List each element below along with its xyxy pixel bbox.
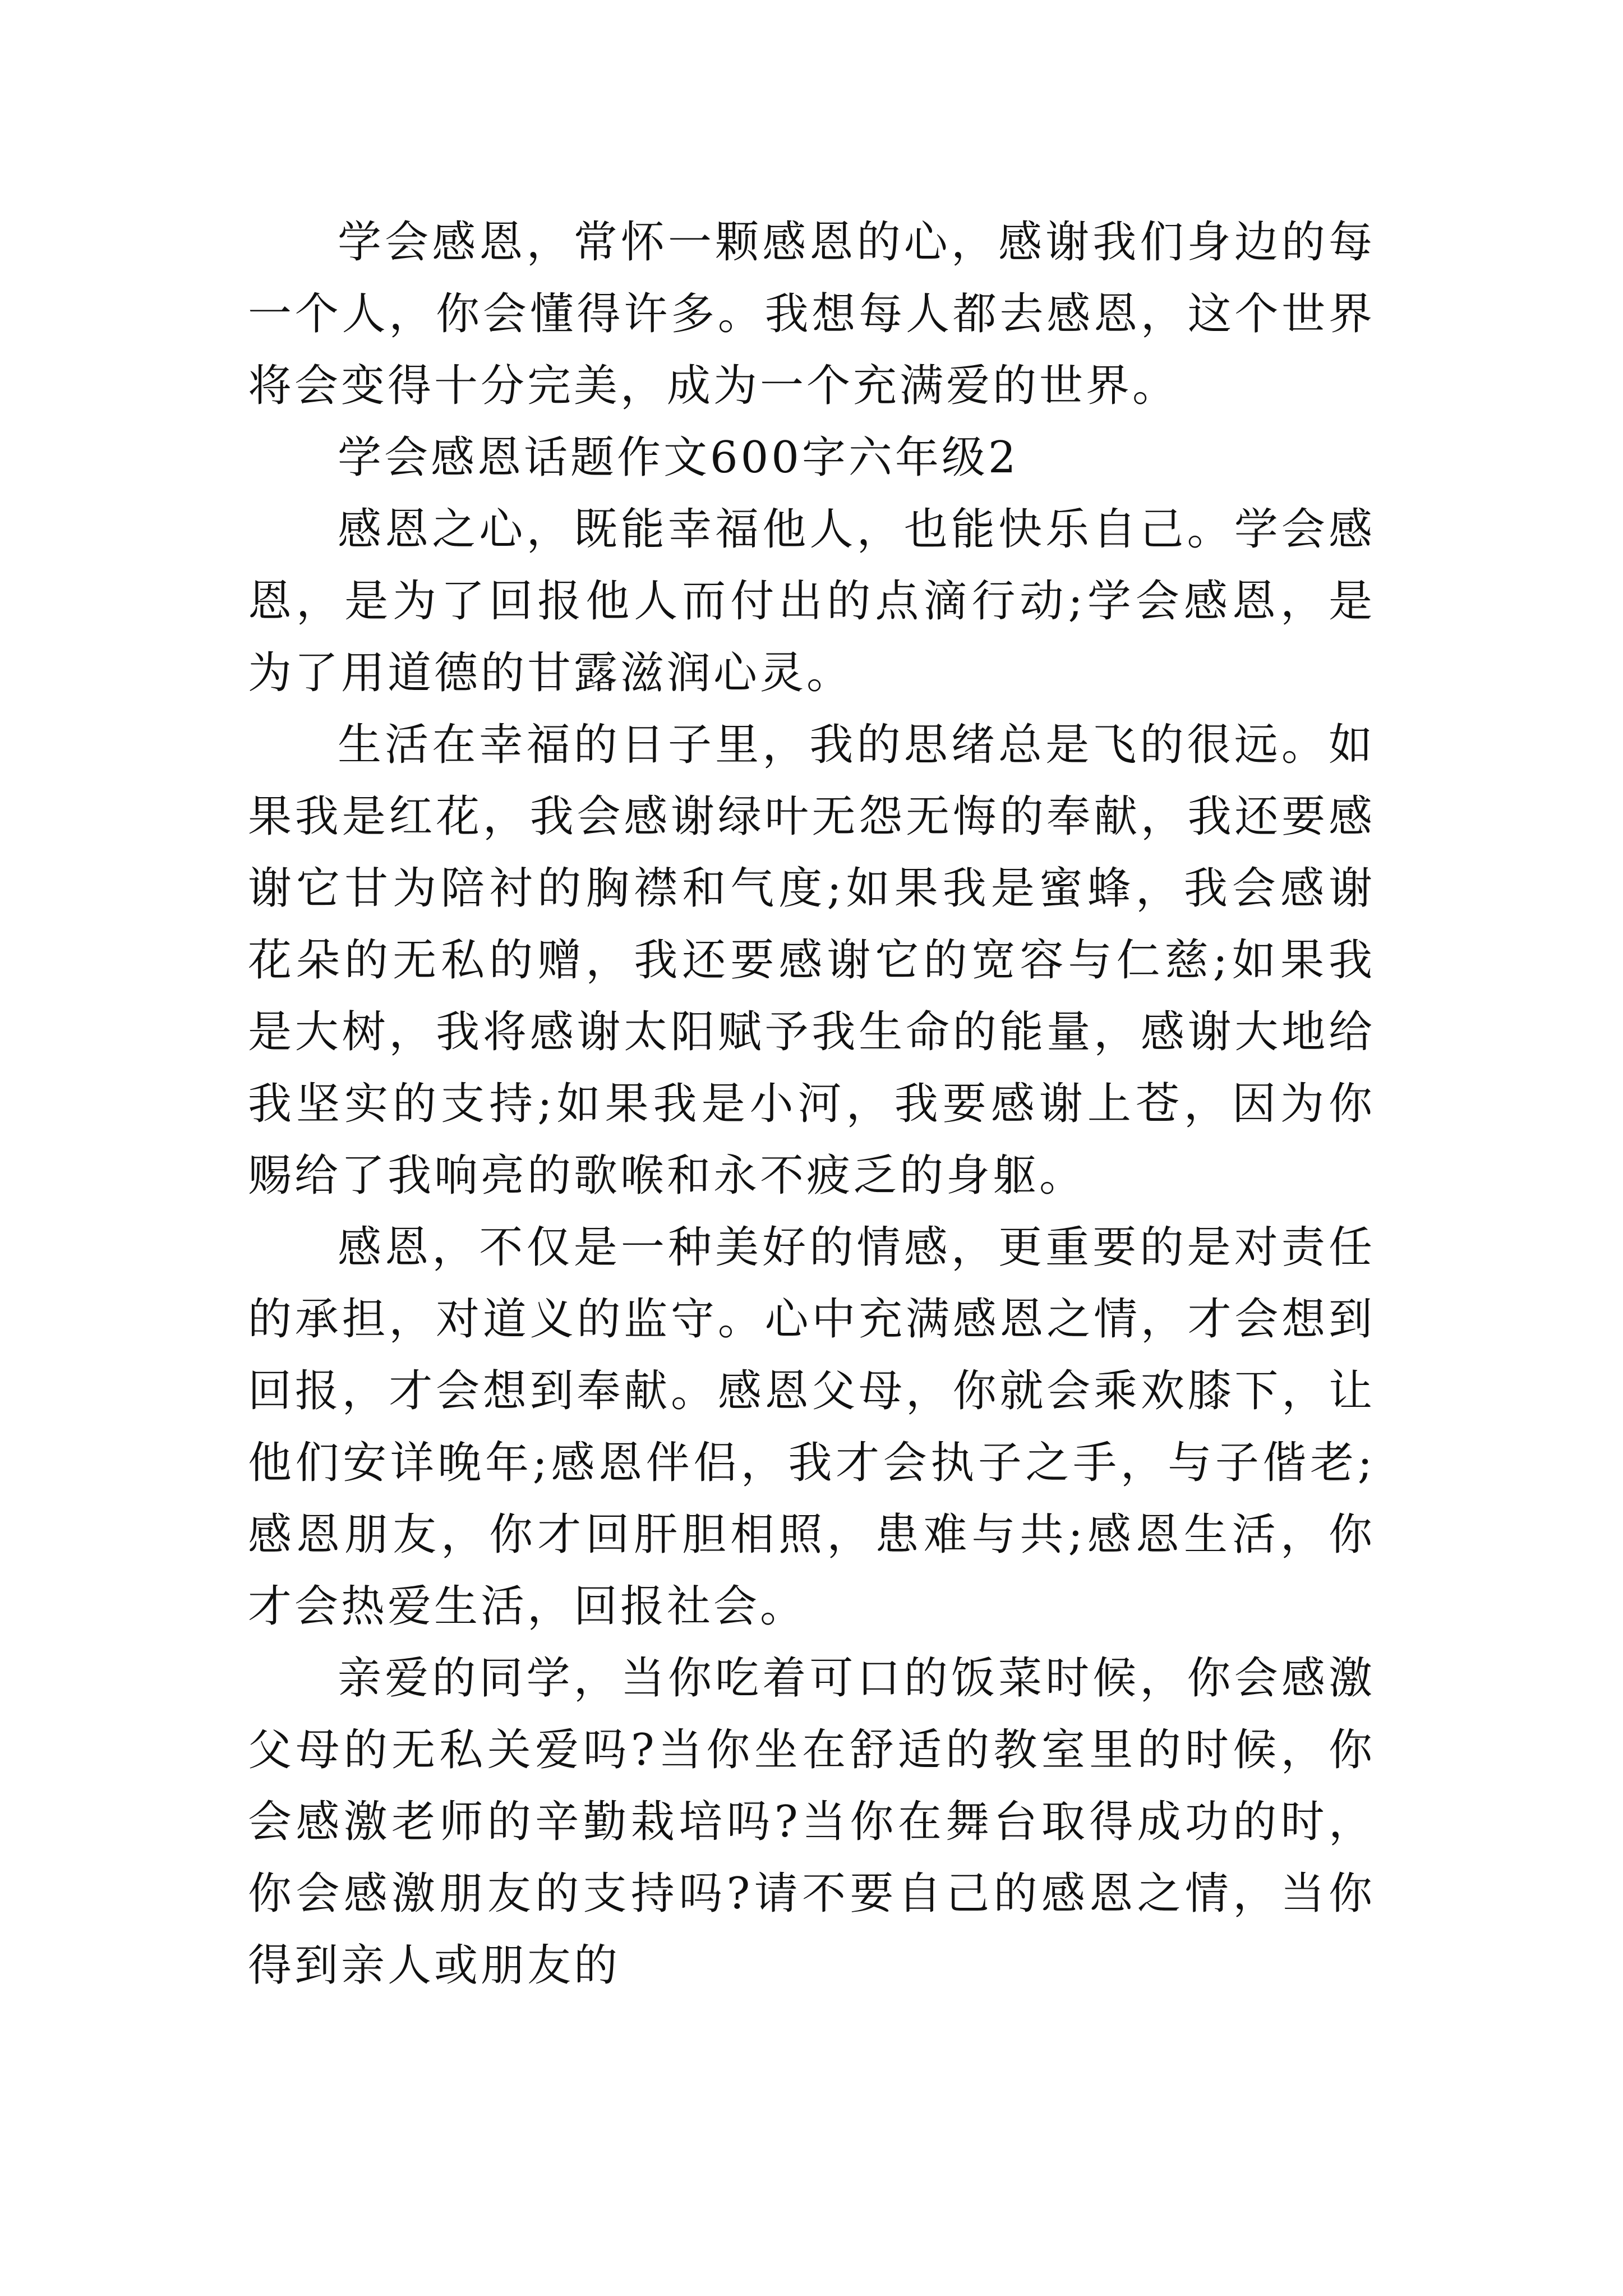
paragraph-5: 亲爱的同学，当你吃着可口的饭菜时候，你会感激父母的无私关爱吗?当你坐在舒适的教室里的时候，你会感激老师的辛勤栽培吗?当你在舞台取得成功的时，你会感激朋友的支持吗?请不要自己的感恩之情，当你得到亲人或朋友的 xyxy=(248,1653,1375,1991)
document-body xyxy=(248,206,1375,2001)
paragraph-3: 生活在幸福的日子里，我的思绪总是飞的很远。如果我是红花，我会感谢绿叶无怨无悔的奉献，我还要感谢它甘为陪衬的胸襟和气度;如果我是蜜蜂，我会感谢花朵的无私的赠，我还要感谢它的宽容与仁慈;如果我是大树，我将感谢太阳赋予我生命的能量，感谢大地给我坚实的支持;如果我是小河，我要感谢上苍，因为你赐给了我响亮的歌喉和永不疲乏的身躯。 xyxy=(248,720,1375,1201)
section-heading: 学会感恩话题作文600字六年级2 xyxy=(338,432,1019,483)
paragraph-1: 学会感恩，常怀一颗感恩的心，感谢我们身边的每一个人，你会懂得许多。我想每人都去感恩，这个世界将会变得十分完美，成为一个充满爱的世界。 xyxy=(248,217,1375,411)
paragraph-4: 感恩，不仅是一种美好的情感，更重要的是对责任的承担，对道义的监守。心中充满感恩之情，才会想到回报，才会想到奉献。感恩父母，你就会乘欢膝下，让他们安详晚年;感恩伴侣，我才会执子之手，与子偕老;感恩朋友，你才回肝胆相照，患难与共;感恩生活，你才会热爱生活，回报社会。 xyxy=(248,1222,1375,1632)
paragraph-2: 感恩之心，既能幸福他人，也能快乐自己。学会感恩，是为了回报他人而付出的点滴行动;学会感恩，是为了用道德的甘露滋润心灵。 xyxy=(248,504,1375,698)
